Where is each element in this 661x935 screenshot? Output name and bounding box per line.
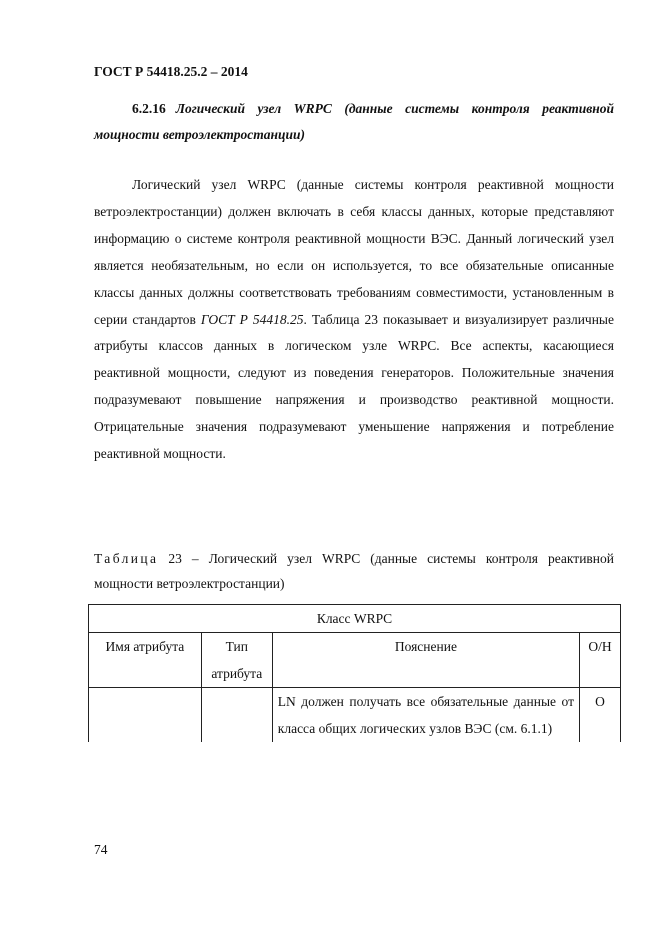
table-row <box>89 688 621 743</box>
cell-description: LN должен получать все обязательные данные от класса общих логических узлов ВЭС (см. 6.1.1) <box>272 688 579 743</box>
page-number: 74 <box>94 842 108 857</box>
header-description: Пояснение <box>272 633 579 688</box>
body-paragraph <box>94 172 614 468</box>
header-attribute-name: Имя атрибута <box>89 633 202 688</box>
header-attribute-type: Тип атрибута <box>201 633 272 688</box>
paragraph-text-part2: . Таблица 23 показывает и визуализирует различные атрибуты классов данных в логическом узле WRPC. Все аспекты, касающиеся реактивной мощности, следуют из поведения генераторов. Положительные значения подразумевают повышение напряжения и производство реактивной мощности. Отрицательные значения подразумевают уменьшение напряжения и потребление реактивной мощности. <box>94 311 614 462</box>
table-class-title: Класс WRPC <box>89 605 621 633</box>
cell-mandatory-optional: О <box>580 688 621 743</box>
attribute-table <box>88 604 621 742</box>
header-mandatory-optional: О/Н <box>580 633 621 688</box>
table-caption-text: 23 – Логический узел WRPC (данные системы контроля реактивной мощности ветроэлектростанции) <box>94 551 614 591</box>
section-heading <box>94 96 614 148</box>
cell-attribute-name <box>89 688 202 743</box>
section-title: Логический узел WRPC (данные системы контроля реактивной мощности ветроэлектростанции) <box>94 101 614 142</box>
document-header: ГОСТ Р 54418.25.2 – 2014 <box>94 64 248 79</box>
cell-attribute-type <box>201 688 272 743</box>
section-number: 6.2.16 <box>132 101 166 116</box>
table-caption-label: Таблица <box>94 551 159 566</box>
table-caption <box>94 546 614 596</box>
standard-reference: ГОСТ Р 54418.25 <box>200 311 304 327</box>
paragraph-text-part1: Логический узел WRPC (данные системы контроля реактивной мощности ветроэлектростанции) должен включать в себя классы данных, которые представляют информацию о системе контроля реактивной мощности ВЭС. Данный логический узел является необязательным, но если он используется, то все обязательные описанные классы данных должны соответствовать требованиям совместимости, установленным в серии стандартов <box>94 177 614 327</box>
table-header-row <box>89 633 621 688</box>
table-class-row <box>89 605 621 633</box>
